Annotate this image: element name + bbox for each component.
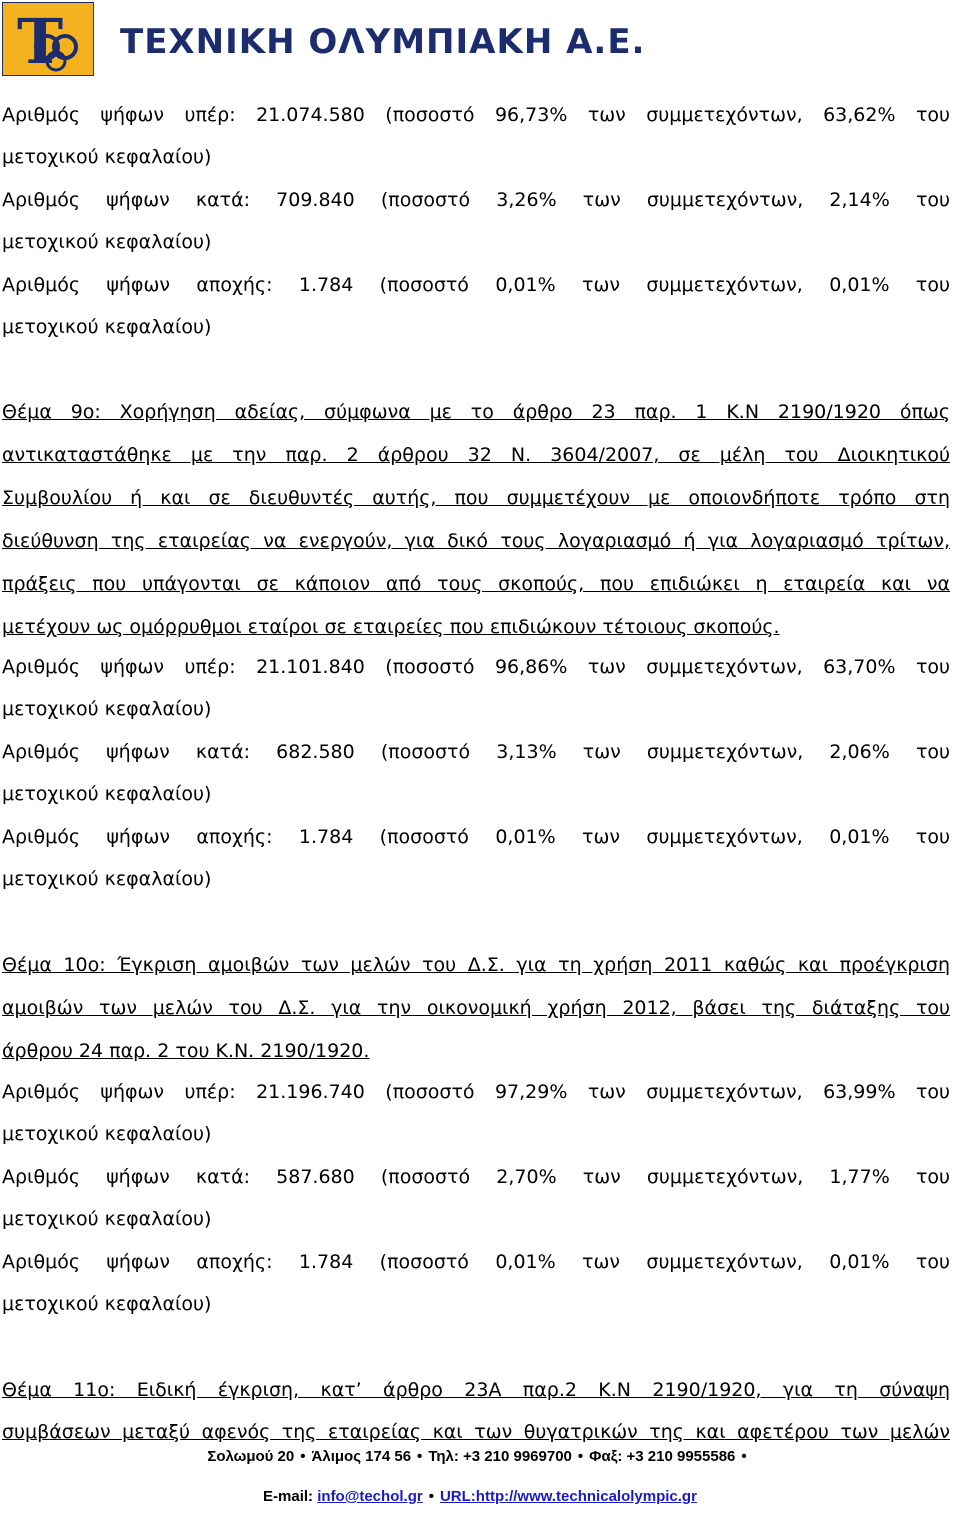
vote-for-line: Αριθμός ψήφων υπέρ: 21.074.580 (ποσοστό 96,73% των συμμετεχόντων, 63,62% του	[2, 104, 950, 126]
capital-line: μετοχικού κεφαλαίου)	[2, 316, 212, 338]
topic-10-heading: Θέμα 10ο: Έγκριση αμοιβών των μελών του Δ.Σ. για τη χρήση 2011 καθώς και προέγκριση	[2, 954, 950, 976]
topic-11-heading: Θέμα 11ο: Ειδική έγκριση, κατ’ άρθρο 23Α παρ.2 Κ.Ν 2190/1920, για τη σύναψη	[2, 1379, 950, 1401]
vote-abstain-line: Αριθμός ψήφων αποχής: 1.784 (ποσοστό 0,01% των συμμετεχόντων, 0,01% του	[2, 1251, 950, 1273]
website-link[interactable]: URL:http://www.technicalolympic.gr	[439, 1488, 697, 1505]
bullet-icon: •	[741, 1448, 747, 1465]
company-name: ΤΕΧΝΙΚΗ ΟΛΥΜΠΙΑΚΗ Α.Ε.	[120, 22, 646, 62]
capital-line: μετοχικού κεφαλαίου)	[2, 1293, 212, 1315]
city: Άλιμος 174 56	[311, 1448, 412, 1465]
capital-line: μετοχικού κεφαλαίου)	[2, 698, 212, 720]
topic-10-text: αμοιβών των μελών του Δ.Σ. για την οικονομική χρήση 2012, βάσει της διάταξης του	[2, 997, 950, 1019]
bullet-icon: •	[300, 1448, 306, 1465]
phone: Τηλ: +3 210 9969700	[428, 1448, 572, 1465]
bullet-icon: •	[417, 1448, 423, 1465]
topic-9-text: αντικαταστάθηκε με την παρ. 2 άρθρου 32 Ν. 3604/2007, σε μέλη του Διοικητικού	[2, 444, 950, 466]
capital-line: μετοχικού κεφαλαίου)	[2, 231, 212, 253]
vote-abstain-line: Αριθμός ψήφων αποχής: 1.784 (ποσοστό 0,01% των συμμετεχόντων, 0,01% του	[2, 826, 950, 848]
vote-against-line: Αριθμός ψήφων κατά: 587.680 (ποσοστό 2,70% των συμμετεχόντων, 1,77% του	[2, 1166, 950, 1188]
capital-line: μετοχικού κεφαλαίου)	[2, 868, 212, 890]
vote-against-line: Αριθμός ψήφων κατά: 709.840 (ποσοστό 3,26% των συμμετεχόντων, 2,14% του	[2, 189, 950, 211]
capital-line: μετοχικού κεφαλαίου)	[2, 1208, 212, 1230]
company-logo	[2, 2, 94, 76]
vote-for-line: Αριθμός ψήφων υπέρ: 21.196.740 (ποσοστό 97,29% των συμμετεχόντων, 63,99% του	[2, 1081, 950, 1103]
topic-9-heading: Θέμα 9ο: Χορήγηση αδείας, σύμφωνα με το άρθρο 23 παρ. 1 Κ.Ν 2190/1920 όπως	[2, 401, 950, 423]
web-row	[0, 1488, 960, 1505]
capital-line: μετοχικού κεφαλαίου)	[2, 783, 212, 805]
vote-for-line: Αριθμός ψήφων υπέρ: 21.101.840 (ποσοστό 96,86% των συμμετεχόντων, 63,70% του	[2, 656, 950, 678]
capital-line: μετοχικού κεφαλαίου)	[2, 146, 212, 168]
bullet-icon: •	[577, 1448, 584, 1465]
bullet-icon: •	[428, 1488, 434, 1505]
fax: Φαξ: +3 210 9955586	[589, 1448, 736, 1465]
address: Σολωμού 20	[207, 1448, 295, 1465]
email-link[interactable]: info@techol.gr	[317, 1488, 423, 1505]
topic-9-text: πράξεις που υπάγονται σε κάποιον από τους σκοπούς, που επιδιώκει η εταιρεία και να	[2, 573, 950, 595]
svg-text:Τ: Τ	[17, 5, 64, 75]
topic-9-text: Συμβουλίου ή και σε διευθυντές αυτής, που συμμετέχουν με οποιονδήποτε τρόπο στη	[2, 487, 950, 509]
vote-abstain-line: Αριθμός ψήφων αποχής: 1.784 (ποσοστό 0,01% των συμμετεχόντων, 0,01% του	[2, 274, 950, 296]
topic-10-text: άρθρου 24 παρ. 2 του Κ.Ν. 2190/1920.	[2, 1040, 370, 1062]
capital-line: μετοχικού κεφαλαίου)	[2, 1123, 212, 1145]
topic-9-text: διεύθυνση της εταιρείας να ενεργούν, για δικό τους λογαριασμό ή για λογαριασμό τρίτων,	[2, 530, 950, 552]
letterhead	[0, 0, 960, 80]
topic-9-text: μετέχουν ως ομόρρυθμοι εταίροι σε εταιρείες που επιδιώκουν τέτοιους σκοπούς.	[2, 616, 780, 638]
email-label: E-mail:	[263, 1488, 314, 1505]
vote-against-line: Αριθμός ψήφων κατά: 682.580 (ποσοστό 3,13% των συμμετεχόντων, 2,06% του	[2, 741, 950, 763]
topic-11-text: συμβάσεων μεταξύ αφενός της εταιρείας και των θυγατρικών της και αφετέρου των μελών	[2, 1421, 950, 1443]
contact-row	[0, 1448, 960, 1465]
